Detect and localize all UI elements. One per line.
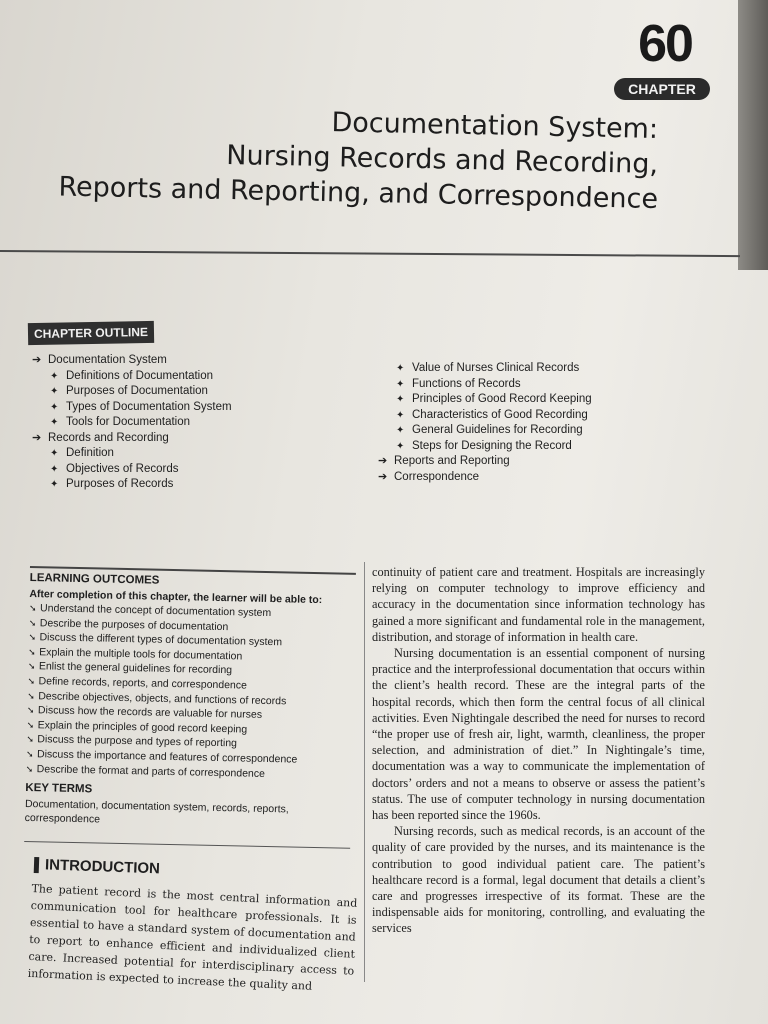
learning-outcomes-list xyxy=(26,601,356,783)
learning-outcome-text: Define records, reports, and correspondence xyxy=(38,675,248,692)
paragraph: continuity of patient care and treatment. Hospitals are increasingly relying on computer technology to improve efficiency and accuracy in the documentation since information technology has gained a more significant and fundamental role in the management, distribution, and storage of information in health care. xyxy=(372,565,705,644)
key-terms-text: Documentation, documentation system, records, reports, correspondence xyxy=(24,798,289,826)
arrow-bullet-icon: ➘ xyxy=(26,705,35,716)
learning-outcome-text: Discuss how the records are valuable for nurses xyxy=(37,704,263,722)
outline-sub-item xyxy=(32,462,232,478)
outline-item-text: Functions of Records xyxy=(412,377,521,390)
star-bullet-icon: ✦ xyxy=(396,363,405,374)
outline-item-text: Records and Recording xyxy=(48,431,169,444)
arrow-bullet-icon: ➘ xyxy=(28,646,36,657)
circle-arrow-bullet-icon: ➔ xyxy=(378,455,388,467)
column-divider xyxy=(364,562,365,982)
outline-sub-item xyxy=(378,361,592,377)
arrow-bullet-icon: ➘ xyxy=(28,632,37,643)
outline-main-item xyxy=(378,470,592,486)
star-bullet-icon: ✦ xyxy=(396,425,405,436)
title-line: Documentation System: xyxy=(331,107,659,145)
learning-outcome-text: Discuss the purpose and types of reporting xyxy=(37,733,238,750)
arrow-bullet-icon: ➘ xyxy=(25,763,34,774)
arrow-bullet-icon: ➘ xyxy=(26,734,35,745)
outline-sub-item xyxy=(378,439,592,455)
outline-item-text: Correspondence xyxy=(394,470,480,483)
learning-outcome-text: Describe objectives, objects, and functions of records xyxy=(38,689,287,707)
outline-item-text: Definitions of Documentation xyxy=(66,369,214,382)
outline-item-text: Steps for Designing the Record xyxy=(412,439,572,452)
chapter-outline-left-column xyxy=(32,353,232,493)
circle-arrow-bullet-icon: ➔ xyxy=(32,431,42,444)
outline-main-item xyxy=(378,454,592,470)
outline-sub-item xyxy=(32,477,232,493)
outline-sub-item xyxy=(378,377,592,393)
introduction-paragraph: The patient record is the most central information and communication tool for healthcare professionals. It is essential to have a standard system of documentation and to report to enhance efficient and individualized client care. Increased potential for interdisciplinary access to information is expected to increase the quality and xyxy=(27,881,358,993)
arrow-bullet-icon: ➘ xyxy=(27,661,36,672)
title-line: Reports and Reporting, and Correspondence xyxy=(58,171,659,215)
learning-outcomes-box xyxy=(24,566,356,849)
outline-item-text: Purposes of Documentation xyxy=(66,385,208,397)
title-line: Nursing Records and Recording, xyxy=(226,139,659,180)
star-bullet-icon: ✦ xyxy=(396,394,405,405)
learning-outcomes-heading: LEARNING OUTCOMES xyxy=(29,571,160,587)
learning-outcome-text: Describe the purposes of documentation xyxy=(39,616,229,633)
outline-item-text: Purposes of Records xyxy=(66,478,174,490)
right-column-text xyxy=(372,564,705,937)
introduction-heading-text: INTRODUCTION xyxy=(44,856,161,878)
learning-outcome-text: Describe the format and parts of correspondence xyxy=(36,762,266,780)
chapter-outline-right-column xyxy=(378,361,592,485)
outline-sub-item xyxy=(32,446,232,462)
chapter-title xyxy=(18,107,659,217)
page-edge-shadow xyxy=(738,0,768,270)
star-bullet-icon: ✦ xyxy=(50,463,59,475)
outline-sub-item xyxy=(32,400,232,416)
chapter-number: 60 xyxy=(638,15,692,73)
learning-outcome-text: Understand the concept of documentation system xyxy=(39,602,272,620)
learning-outcome-text: Enlist the general guidelines for recording xyxy=(38,660,233,677)
star-bullet-icon: ✦ xyxy=(50,479,59,490)
learning-outcome-text: Explain the principles of good record keeping xyxy=(37,718,248,736)
arrow-bullet-icon: ➘ xyxy=(26,719,35,730)
star-bullet-icon: ✦ xyxy=(50,370,59,382)
outline-main-item xyxy=(32,431,232,447)
outline-sub-item xyxy=(32,415,232,431)
key-terms-heading: KEY TERMS xyxy=(25,782,93,796)
circle-arrow-bullet-icon: ➔ xyxy=(378,470,388,483)
outline-item-text: Tools for Documentation xyxy=(66,416,191,428)
arrow-bullet-icon: ➘ xyxy=(27,675,36,687)
star-bullet-icon: ✦ xyxy=(396,440,405,452)
learning-outcome-text: Discuss the different types of documentation system xyxy=(39,631,283,649)
outline-item-text: Principles of Good Record Keeping xyxy=(412,393,592,405)
arrow-bullet-icon: ➘ xyxy=(27,690,35,701)
outline-sub-item xyxy=(378,423,592,439)
arrow-bullet-icon: ➘ xyxy=(28,617,37,628)
arrow-bullet-icon: ➘ xyxy=(25,748,34,760)
star-bullet-icon: ✦ xyxy=(50,386,59,397)
outline-sub-item xyxy=(32,384,232,400)
outline-main-item xyxy=(32,353,232,369)
outline-sub-item xyxy=(32,369,232,385)
outline-item-text: General Guidelines for Recording xyxy=(412,424,583,436)
arrow-bullet-icon: ➘ xyxy=(29,602,37,614)
star-bullet-icon: ✦ xyxy=(50,417,59,428)
outline-item-text: Reports and Reporting xyxy=(394,455,510,467)
chapter-outline-heading: CHAPTER OUTLINE xyxy=(28,321,154,345)
learning-outcome-text: Explain the multiple tools for documentation xyxy=(39,645,243,663)
outline-item-text: Documentation System xyxy=(48,354,167,366)
outline-sub-item xyxy=(378,408,592,424)
star-bullet-icon: ✦ xyxy=(50,448,59,459)
star-bullet-icon: ✦ xyxy=(396,409,405,421)
outline-item-text: Value of Nurses Clinical Records xyxy=(412,362,580,374)
heading-bar xyxy=(34,857,40,873)
star-bullet-icon: ✦ xyxy=(50,401,59,413)
circle-arrow-bullet-icon: ➔ xyxy=(32,354,42,366)
outline-item-text: Types of Documentation System xyxy=(66,400,232,413)
chapter-badge: CHAPTER xyxy=(614,78,710,100)
paragraph: Nursing records, such as medical records, is an account of the quality of care provided by the nurses, and its maintenance is the contribution to good individual patient care. The patient’s healthcare record is a formal, legal document that details a client’s care and progresses irrespective of its format. These are the indispensable aids for monitoring, controlling, and evaluating the services xyxy=(372,824,705,936)
paragraph: Nursing documentation is an essential component of nursing practice and the interprofessional documentation that occurs within the client’s health record. These are the integral parts of the hospital records, which then form the central focus of all clinical activities. Even Nightingale described the need for nurses to record “the proper use of fresh air, light, warmth, cleanliness, the proper selection, and administration of diet.” In Nightingale’s time, documentation was a way to communicate the implementation of doctors’ orders and not a means to observe or assess the patient’s status. The use of computer technology in nursing documentation has been reported since the 1960s. xyxy=(372,646,705,823)
star-bullet-icon: ✦ xyxy=(396,378,405,390)
learning-outcome-text: Discuss the importance and features of correspondence xyxy=(36,748,298,766)
outline-item-text: Objectives of Records xyxy=(66,462,179,475)
outline-item-text: Definition xyxy=(66,447,114,459)
learning-outcomes-intro: After completion of this chapter, the learner will be able to: xyxy=(29,587,323,607)
outline-item-text: Characteristics of Good Recording xyxy=(412,408,588,421)
outline-sub-item xyxy=(378,392,592,408)
